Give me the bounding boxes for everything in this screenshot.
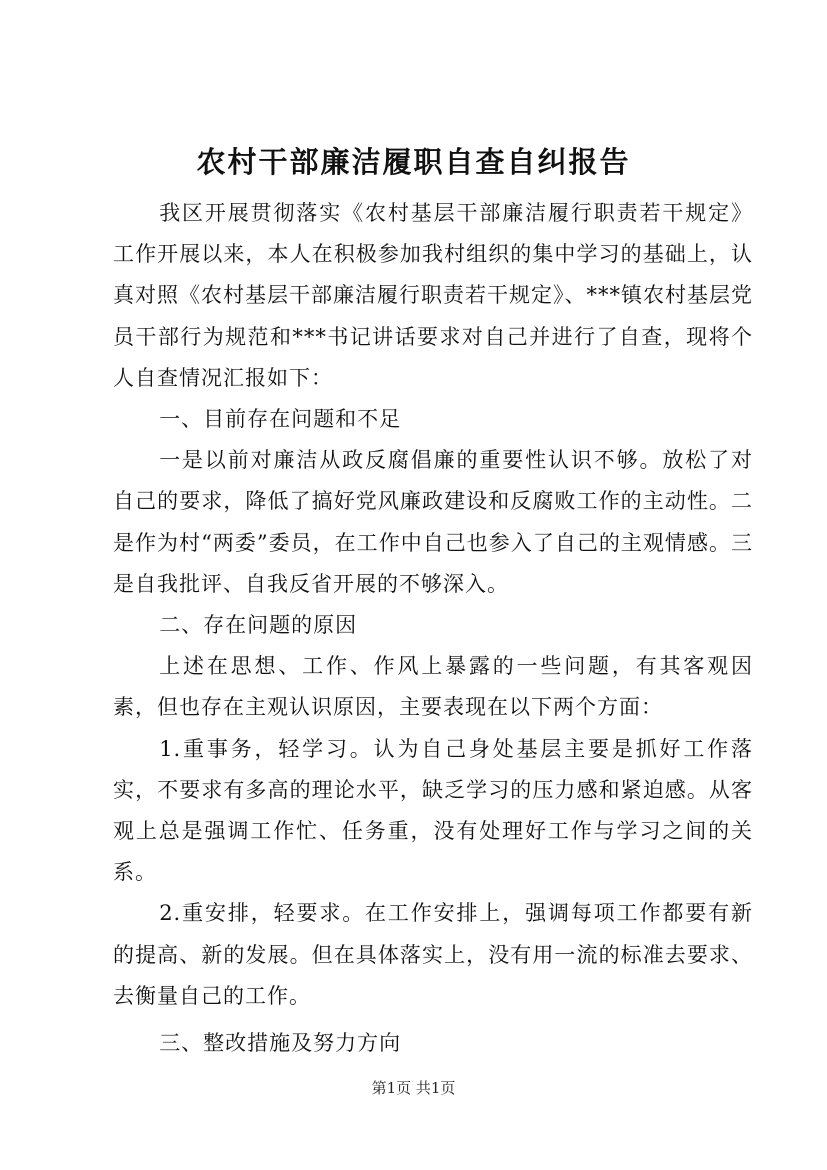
causes-paragraph: 上述在思想、工作、作风上暴露的一些问题，有其客观因素，但也存在主观认识原因，主要表现在以下两个方面：: [113, 654, 753, 720]
intro-paragraph: 我区开展贯彻落实《农村基层干部廉洁履行职责若干规定》工作开展以来，本人在积极参加我村组织的集中学习的基础上，认真对照《农村基层干部廉洁履行职责若干规定》、***镇农村基层党员干部行为规范和***书记讲话要求对自己并进行了自查，现将个人自查情况汇报如下：: [113, 201, 753, 390]
section-heading-2: 二、存在问题的原因: [159, 613, 358, 638]
section-heading-3: 三、整改措施及努力方向: [159, 1031, 402, 1056]
section-heading-1: 一、目前存在问题和不足: [159, 407, 402, 432]
document-title: 农村干部廉洁履职自查自纠报告: [196, 145, 631, 179]
problems-paragraph: 一是以前对廉洁从政反腐倡廉的重要性认识不够。放松了对自己的要求，降低了搞好党风廉政建设和反腐败工作的主动性。二是作为村“两委”委员，在工作中自己也参入了自己的主观情感。三是自我批评、自我反省开展的不够深入。: [113, 448, 753, 596]
cause-item-2: 2.重安排，轻要求。在工作安排上，强调每项工作都要有新的提高、新的发展。但在具体落实上，没有用一流的标准去要求、去衡量自己的工作。: [113, 901, 753, 1008]
cause-item-1: 1.重事务，轻学习。认为自己身处基层主要是抓好工作落实，不要求有多高的理论水平，缺乏学习的压力感和紧迫感。从客观上总是强调工作忙、任务重，没有处理好工作与学习之间的关系。: [113, 736, 753, 885]
page-footer: 第1页 共1页: [371, 1079, 456, 1097]
document-body: [113, 193, 753, 1064]
